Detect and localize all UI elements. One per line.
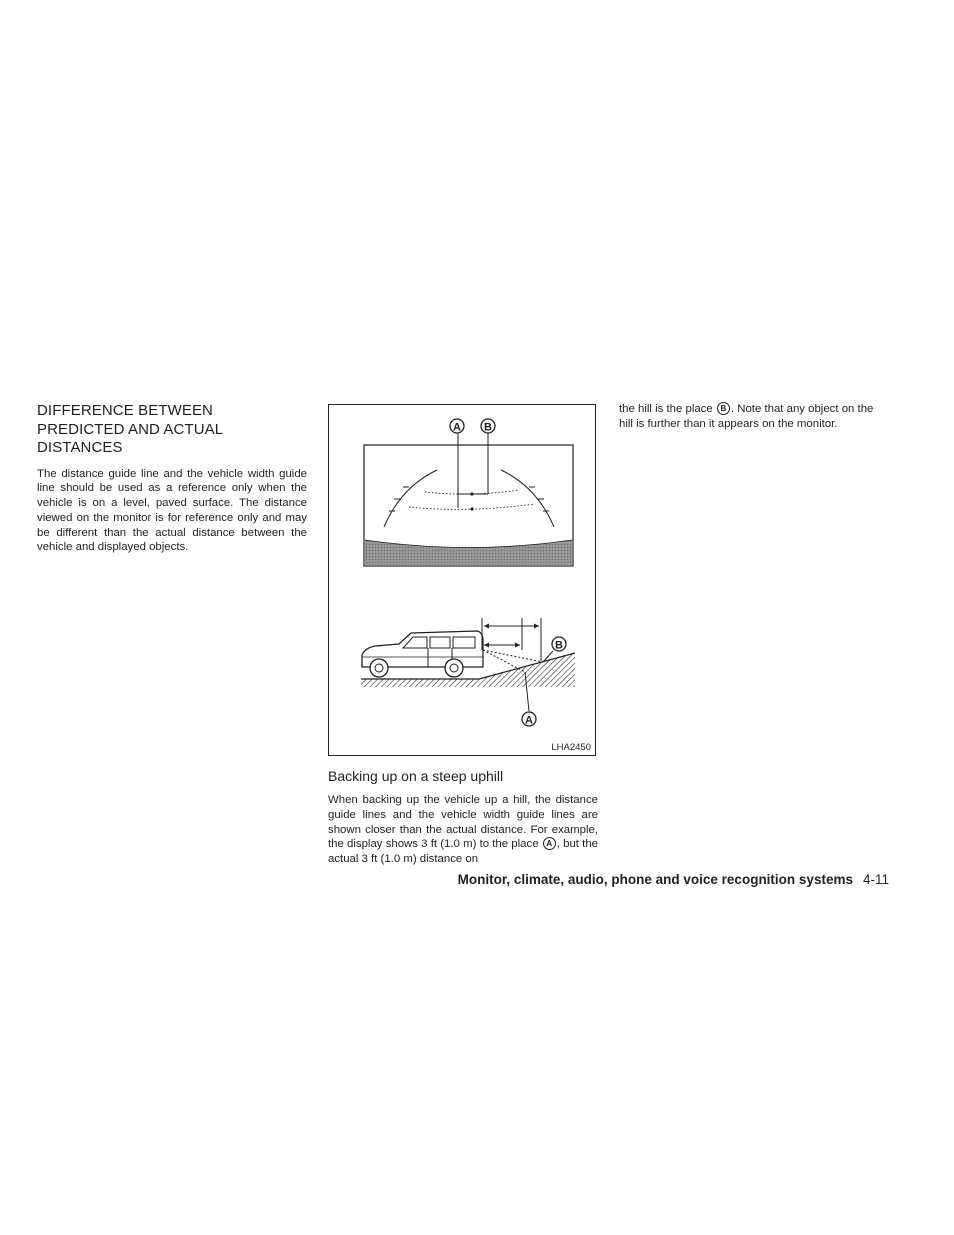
marker-b-side [552,637,566,652]
marker-a-side-label: A [525,714,533,727]
subheading-steep-uphill: Backing up on a steep uphill [328,768,504,784]
marker-a-inline: A [543,837,556,850]
heading-line-1: DIFFERENCE BETWEEN [37,402,213,419]
continued-paragraph [619,402,889,432]
side-view-scene [361,618,575,711]
marker-a-side [522,712,536,727]
continued-text-2: . Note that any object on the hill is further than it appears on the monitor. [619,403,874,430]
middle-column [328,404,598,867]
section-heading [37,402,307,458]
footer-title: Monitor, climate, audio, phone and voice recognition systems [457,872,853,887]
page-footer [380,872,889,887]
heading-line-3: DISTANCES [37,439,123,456]
marker-a-top-label: A [453,421,461,434]
marker-a-top [450,419,464,434]
right-column [619,402,889,432]
uphill-text-1: When backing up the vehicle up a hill, the distance guide lines and the vehicle width guide lines are shown closer than the actual distance. For example, the display shows 3 ft (1.0 m) to the place [328,794,598,851]
marker-b-side-label: B [555,639,563,652]
page-number: 4-11 [862,872,889,887]
heading-line-2: PREDICTED AND ACTUAL [37,420,224,438]
left-column [37,402,307,555]
figure-code: LHA2450 [551,742,591,753]
monitor-screen [364,432,573,566]
uphill-paragraph [328,793,598,867]
marker-b-top-label: B [484,421,492,434]
uphill-diagram-figure [328,404,596,756]
intro-paragraph: The distance guide line and the vehicle width guide line should be used as a reference only when the vehicle is on a level, paved surface. The distance viewed on the monitor is for reference only and may be different than the actual distance between the vehicle and displayed objects. [37,467,307,554]
marker-b-inline: B [717,402,730,415]
marker-b-top [481,419,495,434]
uphill-diagram [329,405,597,757]
uphill-text-2: , but the actual 3 ft (1.0 m) distance on [328,838,598,866]
continued-text-1: the hill is the place [619,403,713,415]
